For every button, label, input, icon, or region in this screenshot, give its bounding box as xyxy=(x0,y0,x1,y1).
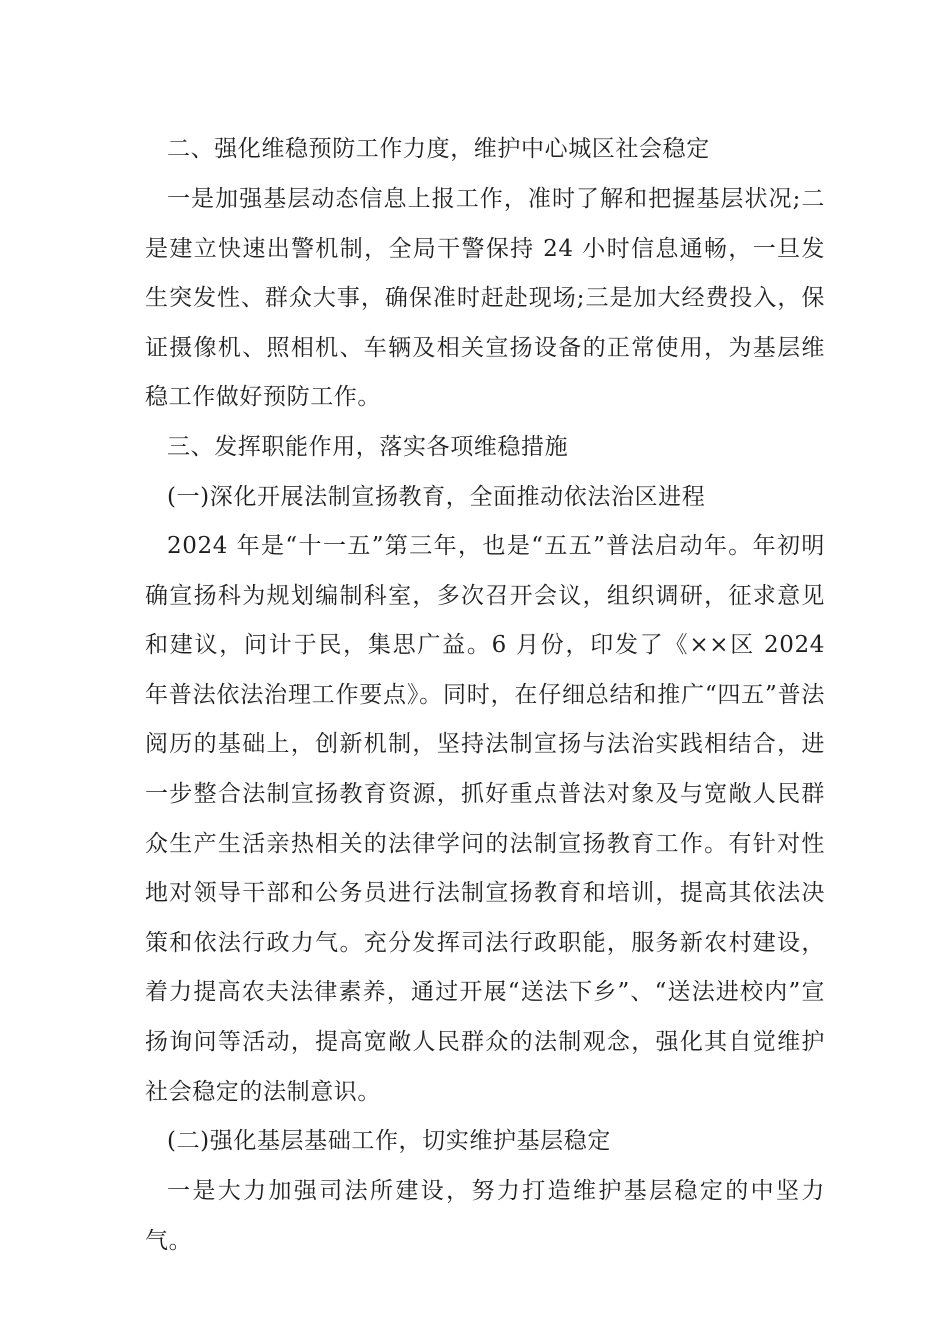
section-heading-2: 二、强化维稳预防工作力度，维护中心城区社会稳定 xyxy=(167,136,710,162)
body-paragraph-3: 一是大力加强司法所建设，努力打造维护基层稳定的中坚力气。 xyxy=(145,1178,825,1254)
subsection-heading-2: (二)强化基层基础工作，切实维护基层稳定 xyxy=(167,1128,611,1154)
body-paragraph-2: 2024 年是“十一五”第三年，也是“五五”普法启动年。年初明确宣扬科为规划编制科室，多次召开会议，组织调研，征求意见和建议，问计于民，集思广益。6 月份，印发了《××区 2024 年普法依法治理工作要点》。同时，在仔细总结和推广“四五”普法阅历的基础上，创新机制，坚持法制宣扬与法治实践相结合，进一步整合法制宣扬教育资源，抓好重点普法对象及与宽敞人民群众生产生活亲热相关的法律学问的法制宣扬教育工作。有针对性地对领导干部和公务员进行法制宣扬教育和培训，提高其依法决策和依法行政力气。充分发挥司法行政职能，服务新农村建设，着力提高农夫法律素养，通过开展“送法下乡”、“送法进校内”宣扬询问等活动，提高宽敞人民群众的法制观念，强化其自觉维护社会稳定的法制意识。 xyxy=(145,533,825,1105)
subsection-heading-1: (一)深化开展法制宣扬教育，全面推动依法治区进程 xyxy=(167,484,706,510)
body-paragraph-1: 一是加强基层动态信息上报工作，准时了解和把握基层状况;二是建立快速出警机制，全局干警保持 24 小时信息通畅，一旦发生突发性、群众大事，确保准时赶赴现场;三是加大经费投入，保证摄像机、照相机、车辆及相关宣扬设备的正常使用，为基层维稳工作做好预防工作。 xyxy=(145,186,825,411)
section-heading-3: 三、发挥职能作用，落实各项维稳措施 xyxy=(167,434,569,460)
